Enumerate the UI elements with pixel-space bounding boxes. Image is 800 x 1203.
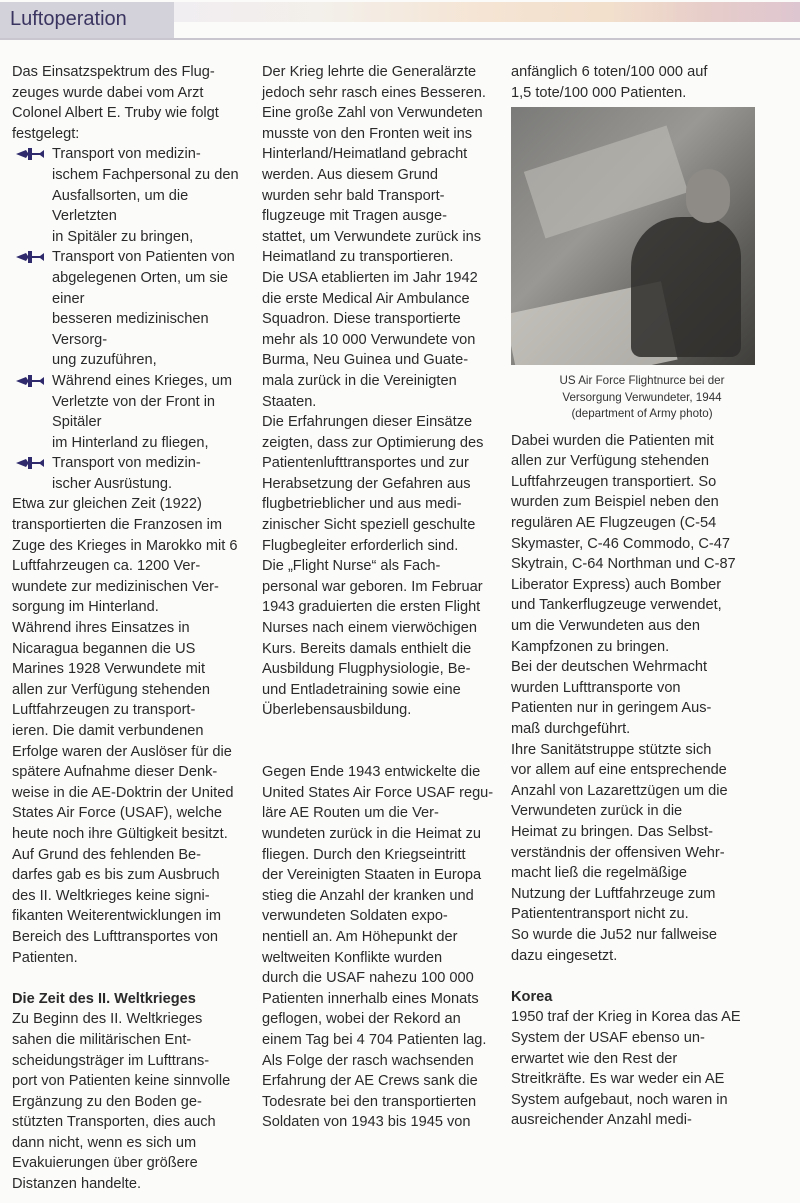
text-line: Das Einsatzspektrum des Flug- (12, 64, 215, 80)
text-line: United States Air Force USAF regu- (262, 784, 494, 801)
column-1 (12, 62, 248, 1195)
page-header (0, 0, 800, 40)
ww2-paragraph (12, 1009, 248, 1194)
text-line: Heimat zu bringen. Das Selbst- (511, 823, 713, 840)
text-line: wurden sehr bald Transport- (262, 187, 445, 204)
text-line: Ausfallsorten, um die Verletzten (52, 187, 189, 225)
text-line: anfänglich 6 toten/100 000 auf (511, 64, 708, 80)
text-line: Etwa zur gleichen Zeit (1922) (12, 496, 202, 513)
text-line: sahen die militärischen Ent- (12, 1031, 192, 1048)
text-line: Ergänzung zu den Boden ge- (12, 1093, 202, 1110)
text-line: Ausbildung Flugphysiologie, Be- (262, 661, 471, 678)
text-line: Herabsetzung der Gefahren aus (262, 475, 471, 492)
text-line: Kampfzonen zu bringen. (511, 638, 670, 655)
text-line: Dabei wurden die Patienten mit (511, 432, 714, 449)
text-line: Colonel Albert E. Truby wie folgt (12, 105, 219, 122)
text-line: nentiell an. Am Höhepunkt der (262, 928, 458, 945)
aircraft-bullet-icon (14, 457, 48, 469)
text-line: flugzeuge mit Tragen ausge- (262, 208, 447, 225)
text-line: Zu Beginn des II. Weltkrieges (12, 1011, 203, 1028)
text-line: Erfahrung der AE Crews sank die (262, 1073, 478, 1090)
text-line: fikanten Weiterentwicklungen im (12, 908, 222, 925)
text-line: fliegen. Durch den Kriegseintritt (262, 846, 466, 863)
text-line: transportierten die Franzosen im (12, 517, 223, 534)
bullet-item (12, 247, 248, 371)
text-line: Zuge des Krieges in Marokko mit 6 (12, 537, 238, 554)
text-line: Streitkräfte. Es war weder ein AE (511, 1071, 725, 1088)
text-line: Die USA etablierten im Jahr 1942 (262, 269, 478, 286)
photo-caption (511, 373, 773, 423)
text-line: wundeten zurück in die Heimat zu (262, 825, 482, 842)
text-line: Nicaragua begannen die US (12, 640, 196, 657)
text-line: ieren. Die damit verbundenen (12, 723, 204, 739)
text-line: Skytrain, C-64 Northman und C-87 (511, 556, 736, 573)
text-line: 1943 graduierten die ersten Flight (262, 599, 481, 616)
text-line: US Air Force Flightnurce bei der (559, 374, 725, 388)
text-line: Flugbegleiter erforderlich sind. (262, 537, 459, 554)
text-line: weise in die AE-Doktrin der United (12, 784, 234, 801)
text-line: 1950 traf der Krieg in Korea das AE (511, 1009, 741, 1026)
text-line: Hinterland/Heimatland gebracht (262, 146, 468, 163)
text-line: flugbetrieblicher und aus medi- (262, 496, 462, 513)
text-line: die erste Medical Air Ambulance (262, 290, 470, 307)
text-line: festgelegt: (12, 125, 80, 142)
text-line: erwartet wie den Rest der (511, 1050, 678, 1067)
text-line: personal war geboren. Im Februar (262, 578, 483, 595)
text-line: Anzahl von Lazarettzügen um die (511, 782, 728, 799)
text-line: verwundeten Soldaten expo- (262, 908, 448, 925)
text-line: Marines 1928 Verwundete mit (12, 661, 206, 678)
korea-paragraph (511, 1007, 773, 1131)
text-line: allen zur Verfügung stehenden (511, 453, 709, 470)
text-line: besseren medizinischen Versorg- (52, 311, 209, 348)
text-line: stieg die Anzahl der kranken und (262, 887, 474, 904)
text-line: Nurses nach einem vierwöchigen (262, 620, 477, 637)
text-line: ischer Ausrüstung. (52, 475, 173, 492)
text-line: jedoch sehr rasch eines Besseren. (262, 84, 486, 101)
text-line: States Air Force (USAF), welche (12, 805, 223, 822)
text-line: Verwundeten zurück in die (511, 803, 683, 820)
text-line: wundete zur medizinischen Ver- (12, 578, 219, 595)
text-line: Auf Grund des fehlenden Be- (12, 846, 202, 863)
text-line: (department of Army photo) (571, 407, 713, 421)
text-line: abgelegenen Orten, um sie einer (52, 269, 229, 307)
text-line: Während eines Krieges, um (52, 372, 233, 389)
text-line: Transport von medizin- (52, 146, 201, 163)
column3-top-text (511, 62, 773, 103)
text-line: Bei der deutschen Wehrmacht (511, 659, 708, 676)
text-line: Patienten innerhalb eines Monats (262, 990, 479, 1007)
text-line: im Hinterland zu fliegen, (52, 434, 209, 451)
text-line: und Entladetraining sowie eine (262, 681, 461, 698)
text-line: einem Tag bei 4 704 Patienten lag. (262, 1031, 487, 1048)
text-line: Eine große Zahl von Verwundeten (262, 105, 483, 122)
text-line: regulären AE Flugzeugen (C-54 (511, 515, 717, 532)
text-line: Transport von Patienten von (52, 249, 235, 266)
text-line: ung zuzuführen, (52, 352, 157, 369)
text-line: verständnis der offensiven Wehr- (511, 844, 725, 861)
text-line: heute noch ihre Gültigkeit besitzt. (12, 825, 228, 842)
bullet-list (12, 144, 248, 494)
text-line: mala zurück in die Vereinigten (262, 372, 457, 389)
column3-paragraph (511, 431, 773, 966)
bullet-item (12, 371, 248, 453)
text-line: zinischer Sicht speziell geschulte (262, 517, 476, 534)
header-rule (0, 38, 800, 40)
text-line: darfes gab es bis zum Ausbruch (12, 867, 220, 884)
historic-photo (511, 107, 755, 365)
column-2 (262, 62, 498, 1133)
text-line: Distanzen handelte. (12, 1176, 141, 1193)
bullet-item (12, 453, 248, 494)
text-line: Der Krieg lehrte die Generalärzte (262, 64, 477, 80)
aircraft-bullet-icon (14, 375, 48, 387)
text-line: maß durchgeführt. (511, 721, 631, 737)
text-line: Luftfahrzeugen ca. 1200 Ver- (12, 558, 201, 575)
text-line: zeuges wurde dabei vom Arzt (12, 84, 204, 101)
section-heading-korea: Korea (511, 988, 553, 1005)
text-line: in Spitäler zu bringen, (52, 228, 194, 245)
section-heading-ww2: Die Zeit des II. Weltkrieges (12, 990, 196, 1007)
text-line: Luftfahrzeugen transportiert. So (511, 473, 717, 490)
text-line: Kurs. Bereits damals enthielt die (262, 640, 472, 657)
text-line: Die Erfahrungen dieser Einsätze (262, 414, 473, 431)
text-line: Die „Flight Nurse“ als Fach- (262, 558, 441, 575)
text-line: Patientenlufttransportes und zur (262, 455, 469, 472)
text-line: Soldaten von 1943 bis 1945 von (262, 1114, 471, 1131)
text-line: Liberator Express) auch Bomber (511, 576, 722, 593)
text-line: allen zur Verfügung stehenden (12, 681, 210, 698)
text-line: des II. Weltkrieges keine signi- (12, 887, 210, 904)
text-line: Versorgung Verwundeter, 1944 (562, 390, 722, 404)
text-line: dazu eingesetzt. (511, 947, 618, 964)
header-gradient-bar (174, 2, 800, 22)
column2-paragraph-1 (262, 62, 498, 721)
text-line: zeigten, dass zur Optimierung des (262, 434, 484, 451)
text-line: musste von den Fronten weit ins (262, 125, 473, 142)
aircraft-bullet-icon (14, 148, 48, 160)
text-line: Nutzung der Luftfahrzeuge zum (511, 885, 716, 902)
text-line: Ihre Sanitätstruppe stützte sich (511, 741, 712, 758)
text-line: Staaten. (262, 393, 317, 410)
text-line: Patiententransport nicht zu. (511, 906, 689, 923)
text-line: Luftfahrzeugen zu transport- (12, 702, 196, 719)
text-line: ischem Fachpersonal zu den (52, 166, 239, 183)
text-line: Während ihres Einsatzes in (12, 620, 190, 637)
text-line: Erfolge waren der Auslöser für die (12, 743, 232, 760)
text-line: Todesrate bei den transportierten (262, 1093, 477, 1110)
text-line: Burma, Neu Guinea und Guate- (262, 352, 469, 369)
column-3 (511, 62, 773, 1131)
text-line: wurden Lufttransporte von (511, 679, 681, 696)
text-line: stattet, um Verwundete zurück ins (262, 228, 482, 245)
text-line: Skymaster, C-46 Commodo, C-47 (511, 535, 730, 552)
text-line: Überlebensausbildung. (262, 702, 412, 719)
text-line: System aufgebaut, noch waren in (511, 1091, 728, 1108)
text-line: läre AE Routen um die Ver- (262, 805, 439, 822)
text-line: um die Verwundeten aus den (511, 618, 701, 635)
text-line: So wurde die Ju52 nur fallweise (511, 926, 718, 943)
text-line: Als Folge der rasch wachsenden (262, 1052, 474, 1069)
intro-paragraph (12, 62, 248, 144)
text-line: und Tankerflugzeuge verwendet, (511, 597, 722, 614)
text-line: durch die USAF nahezu 100 000 (262, 970, 474, 987)
bullet-item (12, 144, 248, 247)
body-paragraph (12, 494, 248, 968)
text-line: mehr als 10 000 Verwundete von (262, 331, 476, 348)
text-line: Squadron. Diese transportierte (262, 311, 461, 328)
text-line: Heimatland zu transportieren. (262, 249, 454, 266)
text-line: weltweiten Konflikte wurden (262, 949, 443, 966)
text-line: Verletzte von der Front in Spitäler (52, 393, 216, 431)
text-line: sorgung im Hinterland. (12, 599, 159, 616)
text-line: Transport von medizin- (52, 455, 201, 472)
aircraft-bullet-icon (14, 251, 48, 263)
text-line: Patienten nur in geringem Aus- (511, 700, 712, 717)
text-line: Bereich des Lufttransportes von (12, 928, 219, 945)
text-line: geflogen, wobei der Rekord an (262, 1011, 461, 1028)
text-line: der Vereinigten Staaten in Europa (262, 867, 482, 884)
text-line: Evakuierungen über größere (12, 1155, 198, 1172)
text-line: werden. Aus diesem Grund (262, 166, 439, 183)
text-line: spätere Aufnahme dieser Denk- (12, 764, 218, 781)
text-line: macht ließ die regelmäßige (511, 865, 688, 882)
text-line: wurden zum Beispiel neben den (511, 494, 719, 511)
text-line: ausreichender Anzahl medi- (511, 1112, 692, 1129)
text-line: vor allem auf eine entsprechende (511, 762, 727, 779)
text-line: scheidungsträger im Lufttrans- (12, 1052, 210, 1069)
text-line: stützten Transporten, dies auch (12, 1114, 216, 1131)
text-line: Patienten. (12, 949, 78, 966)
text-line: System der USAF ebenso un- (511, 1029, 705, 1046)
section-title: Luftoperation (10, 8, 127, 30)
text-line: Gegen Ende 1943 entwickelte die (262, 764, 481, 781)
text-line: 1,5 tote/100 000 Patienten. (511, 84, 687, 101)
text-line: port von Patienten keine sinnvolle (12, 1073, 231, 1090)
text-line: dann nicht, wenn es sich um (12, 1134, 197, 1151)
column2-paragraph-2 (262, 762, 498, 1133)
